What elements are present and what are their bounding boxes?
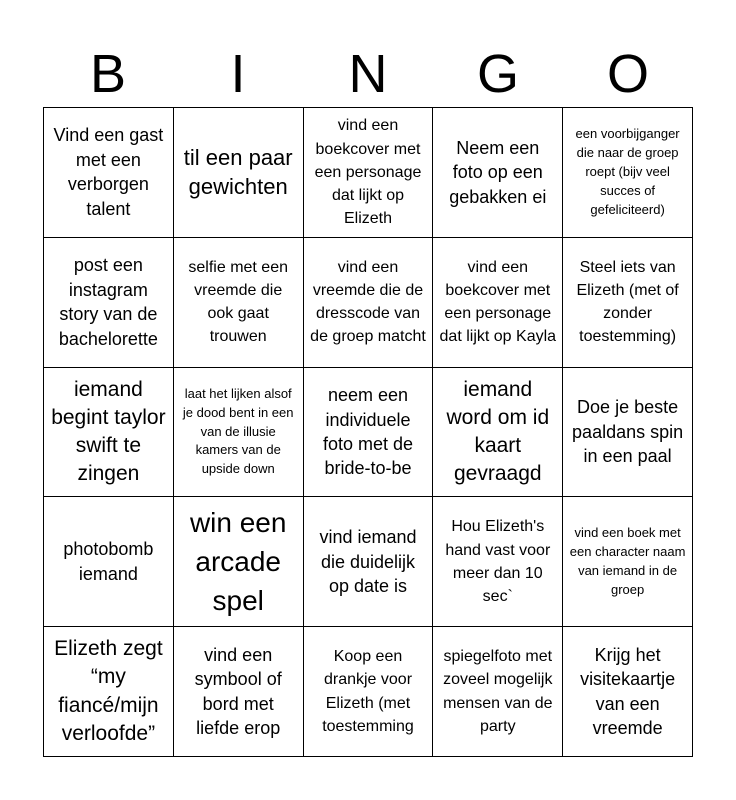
- bingo-cell[interactable]: [44, 497, 174, 627]
- cell-text: vind een boekcover met een personage dat lijkt op Elizeth: [314, 117, 422, 228]
- cell-text: iemand word om id kaart gevraagd: [446, 377, 550, 486]
- title-letter-i: I: [230, 44, 246, 104]
- cell-text: win een arcade spel: [189, 507, 287, 617]
- bingo-cell[interactable]: [174, 108, 304, 238]
- bingo-cell[interactable]: [174, 238, 304, 368]
- bingo-cell[interactable]: [433, 108, 563, 238]
- bingo-cell[interactable]: [433, 368, 563, 498]
- title-letter-g: G: [476, 44, 519, 104]
- bingo-cell[interactable]: [44, 368, 174, 498]
- cell-text: til een paar gewichten: [183, 145, 293, 200]
- title-letter-o: O: [606, 44, 649, 104]
- bingo-cell[interactable]: [304, 238, 434, 368]
- cell-text: vind een boek met een character naam van iemand in de groep: [569, 525, 686, 597]
- cell-text: Vind een gast met een verborgen talent: [53, 125, 164, 219]
- bingo-cell[interactable]: [433, 627, 563, 757]
- cell-text: vind een vreemde die de dresscode van de groep matcht: [310, 258, 426, 346]
- bingo-cell[interactable]: [563, 368, 693, 498]
- cell-text: selfie met een vreemde die ook gaat trouwen: [188, 258, 288, 346]
- bingo-cell[interactable]: [174, 497, 304, 627]
- cell-text: spiegelfoto met zoveel mogelijk mensen van de party: [443, 648, 553, 735]
- title-letter-b: B: [89, 44, 127, 104]
- bingo-cell[interactable]: [304, 497, 434, 627]
- cell-text: Koop een drankje voor Elizeth (met toestemming: [322, 648, 414, 735]
- cell-text: een voorbijganger die naar de groep roept (bijv veel succes of gefeliciteerd): [575, 126, 680, 217]
- bingo-cell[interactable]: [563, 108, 693, 238]
- bingo-cell[interactable]: [563, 497, 693, 627]
- cell-text: vind een boekcover met een personage dat lijkt op Kayla: [439, 258, 557, 346]
- bingo-card-grid: [43, 107, 693, 757]
- cell-text: Steel iets van Elizeth (met of zonder toestemming): [576, 258, 679, 346]
- bingo-cell[interactable]: [304, 368, 434, 498]
- cell-text: Elizeth zegt “my fiancé/mijn verloofde”: [54, 637, 163, 745]
- cell-text: neem een individuele foto met de bride-to-be: [322, 385, 414, 479]
- cell-text: photobomb iemand: [63, 539, 154, 584]
- bingo-cell[interactable]: [44, 627, 174, 757]
- cell-text: Neem een foto op een gebakken ei: [449, 137, 547, 207]
- bingo-cell[interactable]: [304, 108, 434, 238]
- title-letter-n: N: [348, 44, 388, 104]
- bingo-title: [43, 40, 693, 108]
- cell-text: iemand begint taylor swift te zingen: [51, 377, 166, 486]
- cell-text: Doe je beste paaldans spin in een paal: [572, 397, 684, 467]
- bingo-cell[interactable]: [433, 238, 563, 368]
- cell-text: Krijg het visitekaartje van een vreemde: [580, 644, 676, 739]
- bingo-cell[interactable]: [563, 238, 693, 368]
- cell-text: Hou Elizeth's hand vast voor meer dan 10 sec`: [445, 518, 551, 605]
- bingo-cell[interactable]: [174, 627, 304, 757]
- bingo-cell[interactable]: [433, 497, 563, 627]
- cell-text: vind iemand die duidelijk op date is: [319, 527, 417, 597]
- bingo-cell[interactable]: [44, 108, 174, 238]
- cell-text: laat het lijken alsof je dood bent in een van de illusie kamers van de upside down: [182, 385, 294, 477]
- bingo-cell[interactable]: [44, 238, 174, 368]
- cell-text: post een instagram story van de bachelorette: [58, 255, 158, 349]
- bingo-cell[interactable]: [174, 368, 304, 498]
- bingo-cell[interactable]: [304, 627, 434, 757]
- bingo-cell[interactable]: [563, 627, 693, 757]
- cell-text: vind een symbool of bord met liefde erop: [194, 644, 282, 739]
